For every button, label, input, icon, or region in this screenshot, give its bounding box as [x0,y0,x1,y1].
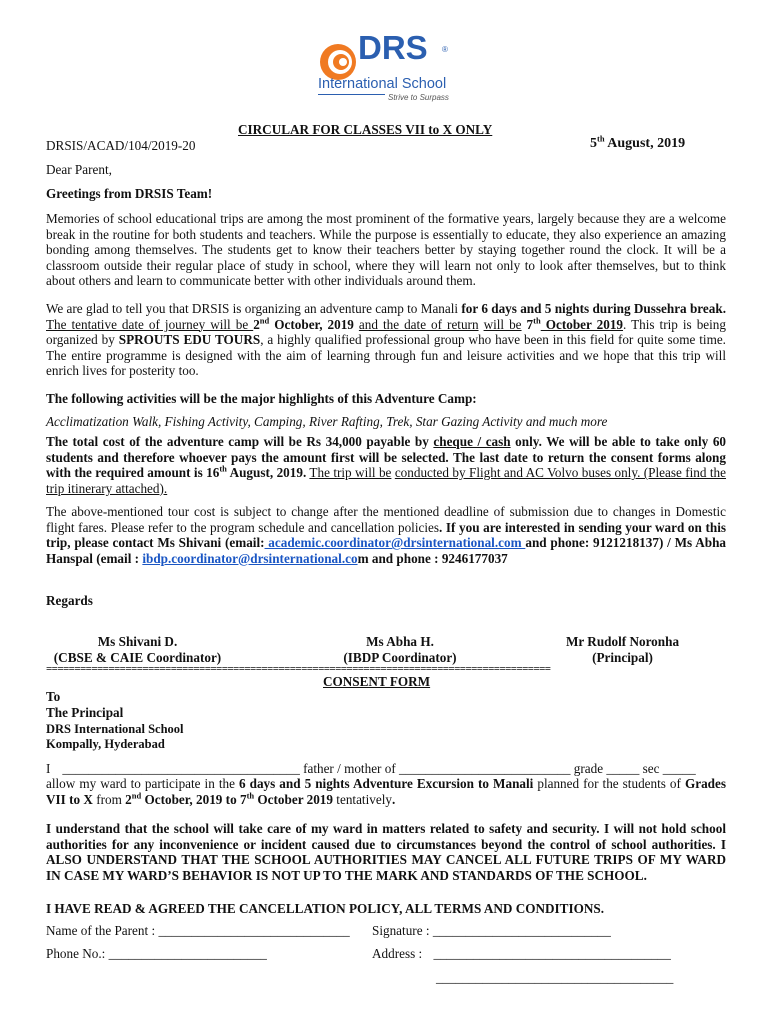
address-field: Address : ____________________________________ [372,946,671,961]
consent-permission-text: allow my ward to participate in the 6 days and 5 nights Adventure Excursion to Manali planned for the students of Grades VII to X from 2nd October, 2019 to 7th October 2019 tentatively. [46,776,726,807]
address-input-line-1[interactable]: ____________________________________ [433,946,671,961]
phone-field: Phone No.: ________________________ [46,946,267,961]
signatory-ibdp-coordinator: Ms Abha H. (IBDP Coordinator) [343,634,457,665]
regards: Regards [46,593,93,608]
phone-input[interactable]: ________________________ [108,946,267,961]
addressee-location: Kompally, Hyderabad [46,737,165,751]
paragraph-cost: The total cost of the adventure camp will be Rs 34,000 payable by cheque / cash only. We will be able to take only 60 students and therefore whoever pays the amount first will be selected. The last date to return the consent forms along with the required amount is 16th August, 2019. The trip will be conducted by Flight and AC Volvo buses only. (Please find the trip itinerary attached). [46,434,727,496]
activities-list: Acclimatization Walk, Fishing Activity, Camping, River Rafting, Trek, Star Gazing Activity and much more [46,414,608,429]
parent-name-field: Name of the Parent : _____________________________ [46,923,350,938]
consent-understanding-text: I understand that the school will take care of my ward in matters related to safety and security. I will not hold school authorities for any inconvenience or incident caused due to circumstances beyond the control of school authorities. I ALSO UNDERSTAND THAT THE SCHOOL AUTHORITIES MAY CANCEL ALL FUTURE TRIPS OF MY WARD IN CASE MY WARD’S BEHAVIOR IS NOT UP TO THE MARK AND STANDARDS OF THE SCHOOL. [46,821,726,883]
consent-form-title: CONSENT FORM [323,674,431,689]
consent-fill-line: I ____________________________________ father / mother of __________________________ grade _____ sec _____ [46,761,696,776]
circular-title: CIRCULAR FOR CLASSES VII to X ONLY [238,122,493,137]
addressee-principal: The Principal [46,705,124,720]
letter-date: 5th August, 2019 [590,133,686,151]
logo-word: DRS [358,29,428,66]
school-logo [318,29,458,102]
section-blank[interactable]: _____ [662,761,696,776]
paragraph-intro: Memories of school educational trips are among the most prominent of the formative years, largely because they are a welcome break in the routine for both students and teachers. While the purpose is essentially to educate, they also experience an amazing bonding among themselves. The students get to know their teachers better by staying together round the clock. It will be a classroom outside their regular place of study in school, where they will learn not only to look after themselves, but to think about others and learn to communicate better with other individuals around them. [46,211,726,289]
separator-line: ========================================================================================= [46,663,551,675]
logo-registered: ® [442,45,448,54]
ward-name-blank[interactable]: __________________________ [399,761,571,776]
paragraph-contact: The above-mentioned tour cost is subject to change after the mentioned deadline of submission due to changes in Domestic flight fares. Please refer to the program schedule and cancellation policies. If you are interested in sending your ward on this trip, please contact Ms Shivani (email: academic.coordinator@drsinternational.com and phone: 9121218137) / Ms Abha Hanspal (email : ibdp.coordinator@drsinternational.com and phone : 9246177037 [46,504,726,566]
academic-coordinator-email-link[interactable]: academic.coordinator@drsinternational.com [264,535,526,551]
reference-number: DRSIS/ACAD/104/2019-20 [46,138,196,153]
consent-agreement-text: I HAVE READ & AGREED THE CANCELLATION POLICY, ALL TERMS AND CONDITIONS. [46,901,605,916]
signature-field: Signature : ___________________________ [372,923,611,938]
ibdp-coordinator-email-link[interactable]: ibdp.coordinator@drsinternational.co [142,550,358,566]
signature-input[interactable]: ___________________________ [432,923,611,938]
salutation: Dear Parent, [46,162,112,177]
parent-name-input[interactable]: _____________________________ [158,923,350,938]
paragraph-trip-details: We are glad to tell you that DRSIS is organizing an adventure camp to Manali for 6 days and 5 nights during Dussehra break. The tentative date of journey will be 2nd October, 2019 and the date of return will be 7th October 2019. This trip is being organized by SPROUTS EDU TOURS, a highly qualified professional group who have been in this field for quite some time. The entire programme is designed with the aim of learning through fun and leisure activities and we hope that this trip will enrich lives for posterity too. [46,301,726,379]
signatory-cbse-coordinator: Ms Shivani D. (CBSE & CAIE Coordinator) [53,634,222,665]
address-input-line-2[interactable]: ____________________________________ [436,970,674,985]
parent-name-blank[interactable]: ____________________________________ [62,761,300,776]
signatory-principal: Mr Rudolf Noronha (Principal) [565,634,680,665]
addressee-school: DRS International School [46,722,184,736]
logo-underline [318,94,385,95]
addressee-to: To [46,689,61,704]
grade-blank[interactable]: _____ [606,761,640,776]
greeting: Greetings from DRSIS Team! [46,186,213,201]
logo-subtitle: International School [318,76,447,92]
logo-tagline: Strive to Surpass [388,93,449,102]
highlights-heading: The following activities will be the major highlights of this Adventure Camp: [46,391,477,406]
